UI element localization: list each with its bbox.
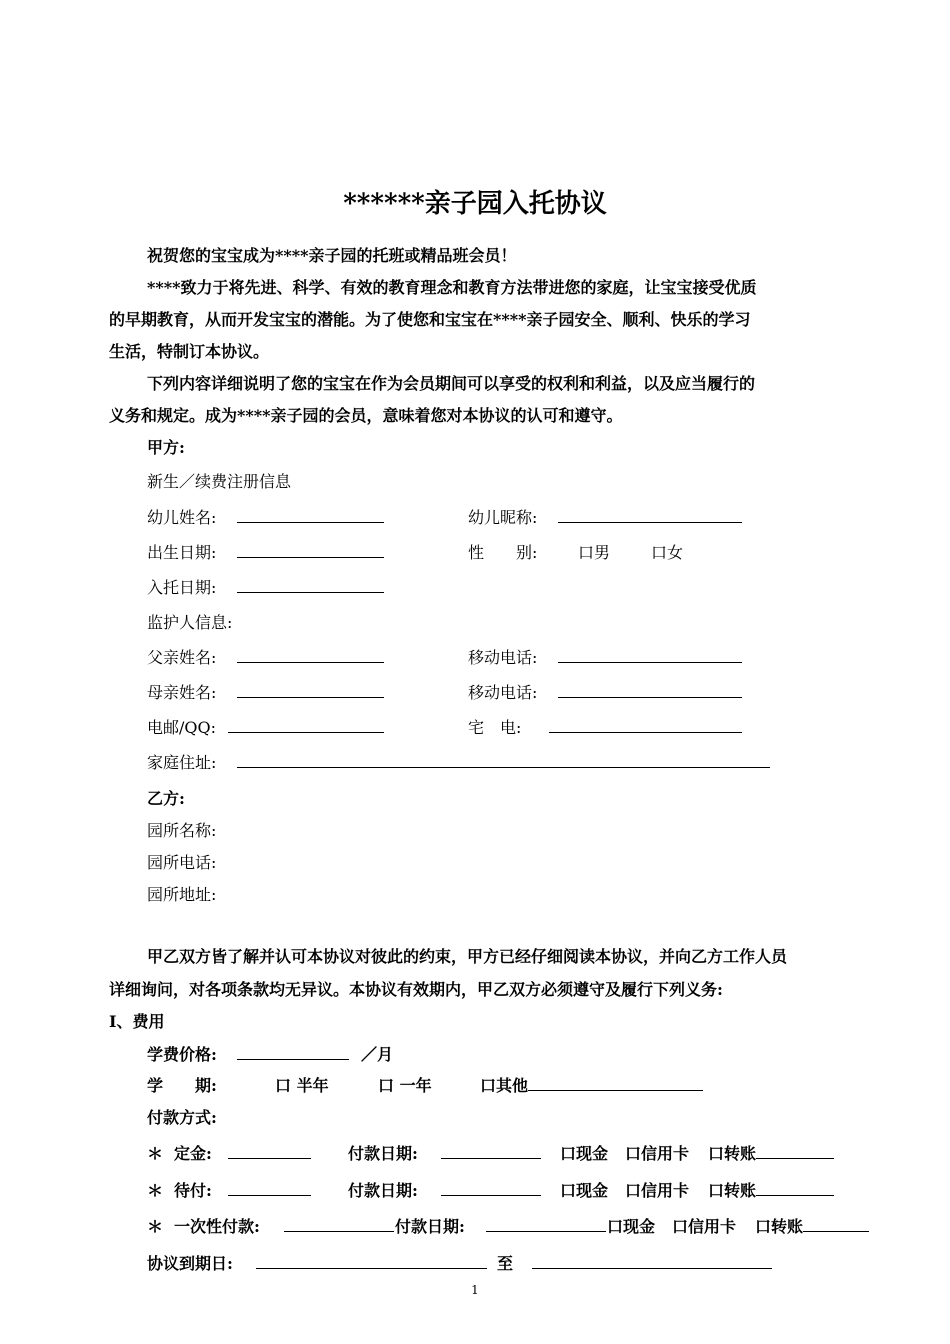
pending-bullet: ＊ [147, 1181, 164, 1200]
birth-date-field[interactable] [237, 557, 384, 558]
pending-label: 待付: [174, 1181, 212, 1200]
child-name-field[interactable] [237, 522, 384, 523]
cash-label: 现金 [576, 1181, 609, 1200]
pending-cash-option[interactable] [560, 1178, 608, 1201]
term-half-year-option[interactable] [275, 1073, 329, 1096]
intro-paragraph-2-line-3: 生活，特制订本协议。 [109, 342, 270, 361]
intro-paragraph-2-line-2: 的早期教育，从而开发宝宝的潜能。为了使您和宝宝在****亲子园安全、顺利、快乐的学习 [109, 310, 751, 329]
checkbox-icon[interactable] [708, 1181, 724, 1200]
credit-card-label: 信用卡 [688, 1217, 737, 1236]
mother-name-label: 母亲姓名: [147, 683, 217, 702]
male-label: 男 [594, 543, 611, 562]
credit-card-label: 信用卡 [641, 1181, 690, 1200]
lump-sum-pay-date-field[interactable] [486, 1231, 606, 1232]
home-phone-label: 宅 电: [468, 718, 522, 737]
pending-pay-date-label: 付款日期: [348, 1181, 418, 1200]
checkbox-icon[interactable] [651, 543, 667, 562]
father-name-field[interactable] [237, 662, 384, 663]
checkbox-icon[interactable] [708, 1144, 724, 1163]
lump-sum-field[interactable] [284, 1231, 394, 1232]
deposit-transfer-option[interactable] [708, 1141, 834, 1164]
kindergarten-address-label: 园所地址: [147, 885, 217, 904]
lump-sum-transfer-field[interactable] [803, 1217, 869, 1232]
lump-sum-credit-card-option[interactable] [672, 1214, 736, 1237]
checkbox-icon[interactable] [755, 1217, 771, 1236]
party-a-heading: 甲方: [147, 438, 185, 457]
deposit-transfer-field[interactable] [756, 1144, 834, 1159]
gender-male-option[interactable] [578, 540, 610, 563]
pending-pay-date-field[interactable] [441, 1195, 541, 1196]
pending-transfer-option[interactable] [708, 1178, 834, 1201]
female-label: 女 [667, 543, 684, 562]
email-qq-label: 电邮/QQ: [147, 718, 217, 737]
checkbox-icon[interactable] [560, 1144, 576, 1163]
term-other-field[interactable] [528, 1076, 703, 1091]
cash-label: 现金 [576, 1144, 609, 1163]
birth-date-label: 出生日期: [147, 543, 217, 562]
kindergarten-phone-label: 园所电话: [147, 853, 217, 872]
half-year-label: 半年 [291, 1076, 329, 1095]
lump-sum-label: 一次性付款: [174, 1217, 260, 1236]
transfer-label: 转账 [724, 1181, 757, 1200]
child-nickname-field[interactable] [558, 522, 742, 523]
pending-field[interactable] [228, 1195, 311, 1196]
credit-card-label: 信用卡 [641, 1144, 690, 1163]
agreement-line-2: 详细询问，对各项条款均无异议。本协议有效期内，甲乙双方必须遵守及履行下列义务: [109, 980, 723, 999]
intro-paragraph-3-line-2: 义务和规定。成为****亲子园的会员，意味着您对本协议的认可和遵守。 [109, 406, 623, 425]
expiry-start-field[interactable] [256, 1268, 487, 1269]
deposit-bullet: ＊ [147, 1144, 164, 1163]
intro-paragraph-2-line-1: ****致力于将先进、科学、有效的教育理念和教育方法带进您的家庭，让宝宝接受优质 [147, 278, 757, 297]
checkbox-icon[interactable] [578, 543, 594, 562]
lump-sum-transfer-option[interactable] [755, 1214, 869, 1237]
expiry-label: 协议到期日: [147, 1254, 233, 1273]
mother-mobile-field[interactable] [558, 697, 742, 698]
pending-credit-card-option[interactable] [625, 1178, 689, 1201]
enroll-date-field[interactable] [237, 592, 384, 593]
intro-paragraph-1: 祝贺您的宝宝成为****亲子园的托班或精品班会员！ [147, 246, 517, 265]
tuition-label: 学费价格: [147, 1045, 217, 1064]
email-qq-field[interactable] [228, 732, 384, 733]
gender-female-option[interactable] [651, 540, 683, 563]
checkbox-icon[interactable] [625, 1181, 641, 1200]
lump-sum-pay-date-label: 付款日期: [395, 1217, 465, 1236]
expiry-to-label: 至 [497, 1254, 514, 1273]
deposit-pay-date-field[interactable] [441, 1158, 541, 1159]
enroll-date-label: 入托日期: [147, 578, 217, 597]
checkbox-icon[interactable] [275, 1076, 291, 1095]
term-one-year-option[interactable] [378, 1073, 432, 1096]
per-month-label: ／月 [361, 1045, 394, 1064]
tuition-field[interactable] [237, 1059, 349, 1060]
checkbox-icon[interactable] [378, 1076, 394, 1095]
lump-sum-cash-option[interactable] [607, 1214, 655, 1237]
home-address-field[interactable] [237, 767, 770, 768]
deposit-field[interactable] [228, 1158, 311, 1159]
deposit-label: 定金: [174, 1144, 212, 1163]
page-number: 1 [471, 1283, 479, 1297]
transfer-label: 转账 [724, 1144, 757, 1163]
document-title: ******亲子园入托协议 [343, 189, 607, 219]
father-mobile-field[interactable] [558, 662, 742, 663]
home-address-label: 家庭住址: [147, 753, 217, 772]
fees-heading: Ⅰ、费用 [109, 1012, 165, 1031]
cash-label: 现金 [623, 1217, 656, 1236]
mother-name-field[interactable] [237, 697, 384, 698]
home-phone-field[interactable] [549, 732, 742, 733]
expiry-end-field[interactable] [532, 1268, 772, 1269]
pending-transfer-field[interactable] [756, 1181, 834, 1196]
checkbox-icon[interactable] [607, 1217, 623, 1236]
deposit-pay-date-label: 付款日期: [348, 1144, 418, 1163]
child-name-label: 幼儿姓名: [147, 508, 217, 527]
party-b-heading: 乙方: [147, 789, 185, 808]
kindergarten-name-label: 园所名称: [147, 821, 217, 840]
child-nickname-label: 幼儿昵称: [468, 508, 538, 527]
other-label: 其他 [496, 1076, 529, 1095]
transfer-label: 转账 [771, 1217, 804, 1236]
agreement-line-1: 甲乙双方皆了解并认可本协议对彼此的约束，甲方已经仔细阅读本协议，并向乙方工作人员 [147, 947, 788, 966]
term-other-option[interactable] [480, 1073, 703, 1096]
one-year-label: 一年 [394, 1076, 432, 1095]
deposit-cash-option[interactable] [560, 1141, 608, 1164]
guardian-info-label: 监护人信息: [147, 613, 233, 632]
gender-label: 性 别: [468, 543, 538, 562]
checkbox-icon[interactable] [480, 1076, 496, 1095]
checkbox-icon[interactable] [672, 1217, 688, 1236]
checkbox-icon[interactable] [560, 1181, 576, 1200]
lump-sum-bullet: ＊ [147, 1217, 164, 1236]
term-label: 学 期: [147, 1076, 217, 1095]
father-name-label: 父亲姓名: [147, 648, 217, 667]
father-mobile-label: 移动电话: [468, 648, 538, 667]
checkbox-icon[interactable] [625, 1144, 641, 1163]
mother-mobile-label: 移动电话: [468, 683, 538, 702]
payment-method-label: 付款方式: [147, 1108, 217, 1127]
deposit-credit-card-option[interactable] [625, 1141, 689, 1164]
intro-paragraph-3-line-1: 下列内容详细说明了您的宝宝在作为会员期间可以享受的权利和利益，以及应当履行的 [147, 374, 756, 393]
registration-info-label: 新生／续费注册信息 [147, 472, 292, 491]
